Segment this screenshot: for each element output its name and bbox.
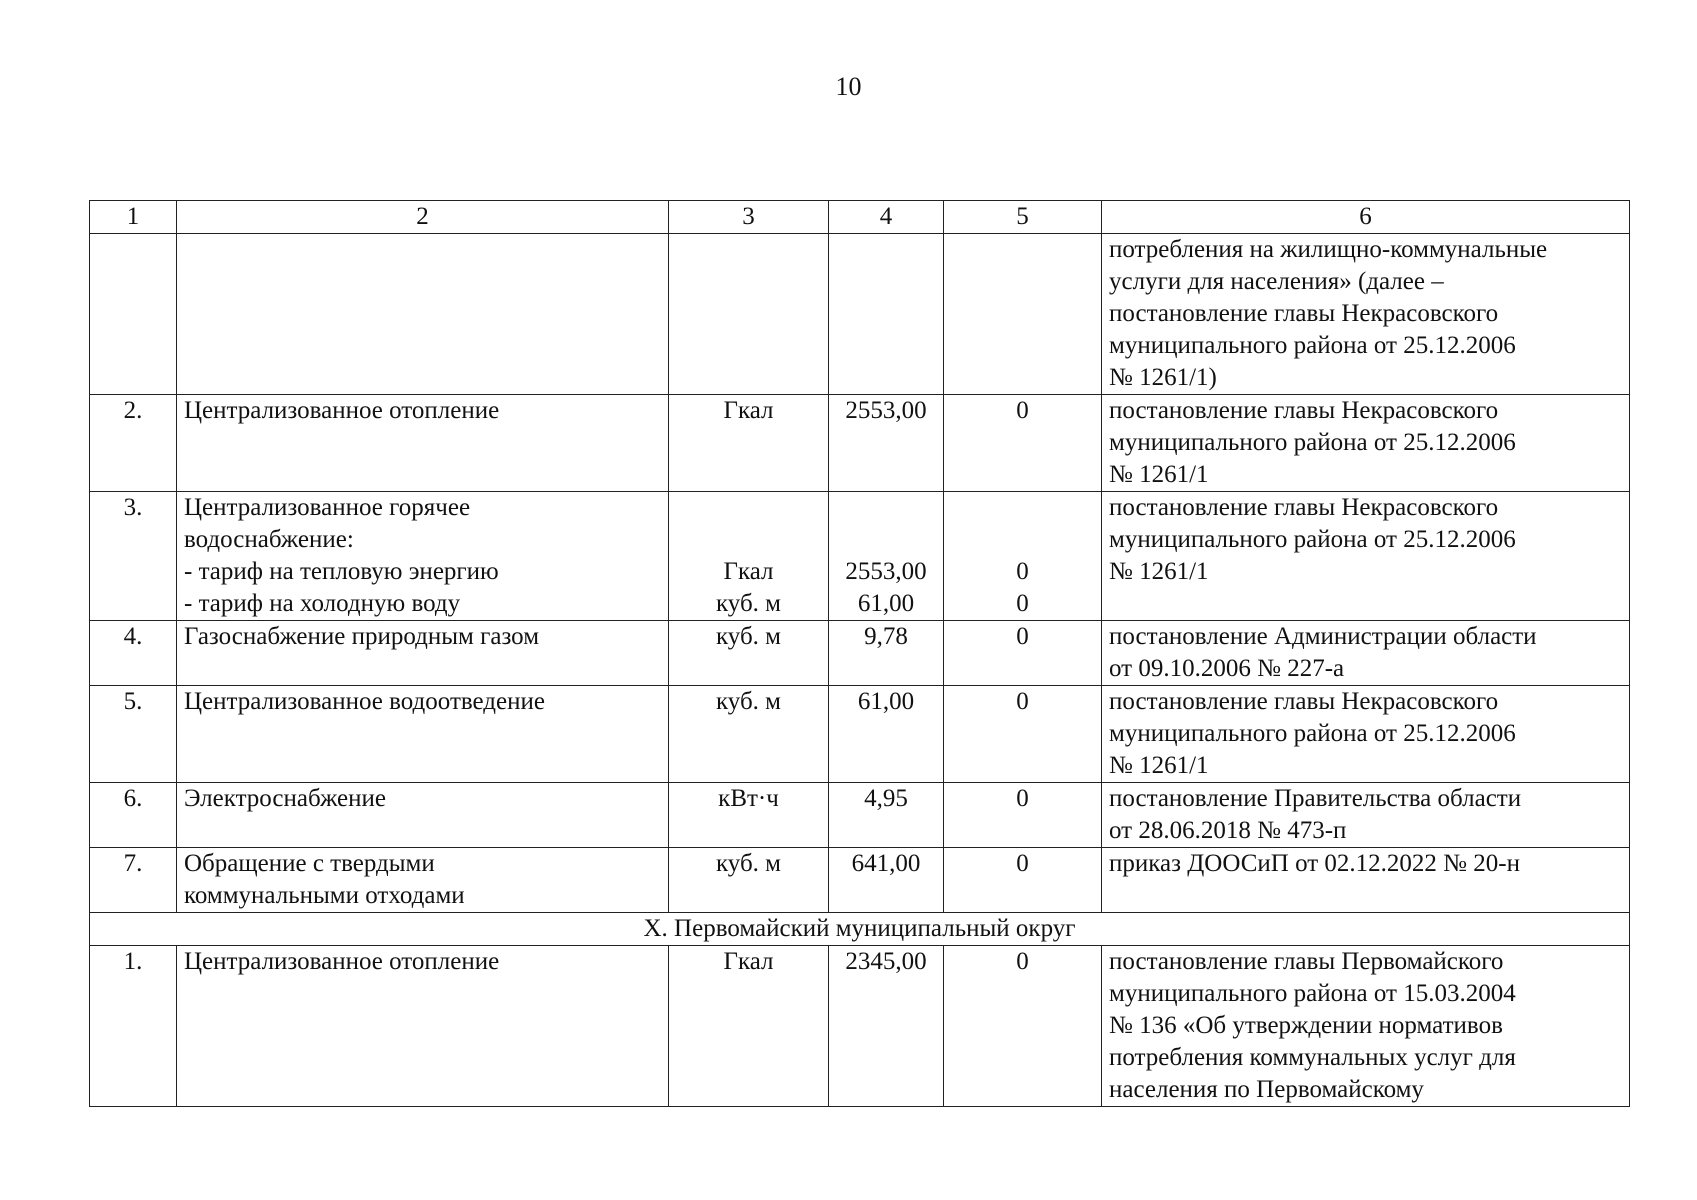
- norm-cell: [829, 395, 944, 492]
- legal-basis-cell: [1102, 492, 1630, 621]
- header-cell: 6: [1102, 201, 1630, 234]
- column5-value: 0: [1016, 397, 1029, 424]
- service-name-cell: [177, 783, 669, 848]
- doc-line: муниципального района от 25.12.2006: [1109, 429, 1516, 456]
- doc-line: потребления коммунальных услуг для: [1109, 1044, 1516, 1071]
- unit-value: [676, 524, 821, 556]
- service-name-cell: [177, 621, 669, 686]
- service-name-cell: [177, 395, 669, 492]
- section-row: [90, 913, 1630, 946]
- doc-line: муниципального района от 25.12.2006: [1109, 332, 1516, 359]
- doc-line: услуги для населения» (далее –: [1109, 268, 1444, 295]
- doc-line: № 1261/1): [1109, 364, 1217, 391]
- norm-value: 4,95: [864, 785, 908, 812]
- norm-cell: [829, 783, 944, 848]
- doc-line: № 1261/1: [1109, 558, 1209, 585]
- unit-cell: [669, 492, 829, 621]
- table-row: [90, 395, 1630, 492]
- doc-line: постановление Администрации области: [1109, 623, 1537, 650]
- row-number: 6.: [90, 783, 177, 848]
- service-name-cell: [177, 946, 669, 1107]
- unit-cell: [669, 621, 829, 686]
- unit-value: куб. м: [715, 590, 781, 617]
- doc-line: потребления на жилищно-коммунальные: [1109, 236, 1548, 263]
- service-name-line: Централизованное горячее: [184, 494, 471, 521]
- unit-value: Гкал: [723, 558, 774, 585]
- column5-value: 0: [1016, 558, 1029, 585]
- service-name-cell: [177, 492, 669, 621]
- unit-value: кВт·ч: [718, 785, 779, 812]
- doc-line: постановление главы Некрасовского: [1109, 494, 1499, 521]
- unit-cell: [669, 848, 829, 913]
- unit-value: куб. м: [715, 688, 781, 715]
- doc-line: постановление главы Первомайского: [1109, 948, 1504, 975]
- service-name-line: Газоснабжение природным газом: [184, 623, 540, 650]
- column5-value: [951, 492, 1094, 524]
- column5-cell: [944, 783, 1102, 848]
- doc-line: муниципального района от 15.03.2004: [1109, 980, 1516, 1007]
- unit-cell: [669, 395, 829, 492]
- column5-value: 0: [1016, 590, 1029, 617]
- doc-line: постановление главы Некрасовского: [1109, 300, 1499, 327]
- header-cell: 2: [177, 201, 669, 234]
- service-name-line: Централизованное отопление: [184, 397, 500, 424]
- service-name-line: - тариф на холодную воду: [184, 590, 461, 617]
- unit-cell: [669, 946, 829, 1107]
- legal-basis-cell: [1102, 946, 1630, 1107]
- norm-value: 9,78: [864, 623, 908, 650]
- section-title: X. Первомайский муниципальный округ: [90, 913, 1630, 946]
- doc-line: № 1261/1: [1109, 752, 1209, 779]
- continuation-row: [90, 234, 1630, 395]
- row-number: 5.: [90, 686, 177, 783]
- row-number: 7.: [90, 848, 177, 913]
- service-name-cell: [177, 848, 669, 913]
- doc-line: постановление главы Некрасовского: [1109, 397, 1499, 424]
- table-row: [90, 492, 1630, 621]
- row-number: 4.: [90, 621, 177, 686]
- doc-line: населения по Первомайскому: [1109, 1076, 1424, 1103]
- norm-cell: [829, 621, 944, 686]
- table-row: [90, 946, 1630, 1107]
- service-name-line: Централизованное водоотведение: [184, 688, 545, 715]
- doc-line: № 1261/1: [1109, 461, 1209, 488]
- unit-value: Гкал: [723, 397, 774, 424]
- doc-line: от 09.10.2006 № 227-а: [1109, 655, 1345, 682]
- header-cell: 3: [669, 201, 829, 234]
- column5-cell: [944, 946, 1102, 1107]
- service-name-line: - тариф на тепловую энергию: [184, 558, 499, 585]
- table-row: [90, 686, 1630, 783]
- unit-cell: [669, 686, 829, 783]
- service-name-line: Обращение с твердыми: [184, 850, 435, 877]
- service-name-line: водоснабжение:: [184, 526, 354, 553]
- column5-value: 0: [1016, 850, 1029, 877]
- doc-line: постановление главы Некрасовского: [1109, 688, 1499, 715]
- column5-value: [951, 524, 1094, 556]
- norm-value: [836, 492, 936, 524]
- legal-basis-cell: [1102, 395, 1630, 492]
- doc-line: приказ ДООСиП от 02.12.2022 № 20-н: [1109, 850, 1520, 877]
- legal-basis-cell: [1102, 686, 1630, 783]
- column5-value: 0: [1016, 785, 1029, 812]
- header-row: [90, 201, 1630, 234]
- legal-basis-cell: [1102, 621, 1630, 686]
- column5-cell: [944, 686, 1102, 783]
- table-row: [90, 783, 1630, 848]
- tariff-table: [89, 200, 1630, 1107]
- norm-cell: [829, 946, 944, 1107]
- page-number: 10: [835, 72, 862, 101]
- norm-value: 2345,00: [845, 948, 927, 975]
- norm-value: 61,00: [857, 590, 915, 617]
- doc-line: № 136 «Об утверждении нормативов: [1109, 1012, 1503, 1039]
- column5-cell: [944, 395, 1102, 492]
- column5-value: 0: [1016, 948, 1029, 975]
- unit-value: куб. м: [715, 850, 781, 877]
- row-number: 2.: [90, 395, 177, 492]
- unit-value: [676, 492, 821, 524]
- unit-cell: [669, 783, 829, 848]
- column5-value: 0: [1016, 623, 1029, 650]
- header-cell: 5: [944, 201, 1102, 234]
- table-row: [90, 848, 1630, 913]
- service-name-line: коммунальными отходами: [184, 882, 465, 909]
- norm-value: 641,00: [851, 850, 921, 877]
- unit-value: Гкал: [723, 948, 774, 975]
- doc-line: муниципального района от 25.12.2006: [1109, 526, 1516, 553]
- norm-value: [836, 524, 936, 556]
- row-number: 3.: [90, 492, 177, 621]
- doc-line: муниципального района от 25.12.2006: [1109, 720, 1516, 747]
- column5-cell: [944, 492, 1102, 621]
- column5-value: 0: [1016, 688, 1029, 715]
- column5-cell: [944, 848, 1102, 913]
- header-cell: 4: [829, 201, 944, 234]
- column5-cell: [944, 621, 1102, 686]
- norm-value: 2553,00: [845, 558, 927, 585]
- norm-cell: [829, 686, 944, 783]
- service-name-line: Централизованное отопление: [184, 948, 500, 975]
- norm-cell: [829, 492, 944, 621]
- legal-basis-cell: [1102, 848, 1630, 913]
- norm-value: 61,00: [857, 688, 915, 715]
- service-name-cell: [177, 686, 669, 783]
- doc-line: постановление Правительства области: [1109, 785, 1522, 812]
- service-name-line: Электроснабжение: [184, 785, 386, 812]
- doc-line: от 28.06.2018 № 473-п: [1109, 817, 1347, 844]
- norm-value: 2553,00: [845, 397, 927, 424]
- header-cell: 1: [90, 201, 177, 234]
- row-number: 1.: [90, 946, 177, 1107]
- legal-basis-cell: [1102, 234, 1630, 395]
- legal-basis-cell: [1102, 783, 1630, 848]
- norm-cell: [829, 848, 944, 913]
- unit-value: куб. м: [715, 623, 781, 650]
- table-row: [90, 621, 1630, 686]
